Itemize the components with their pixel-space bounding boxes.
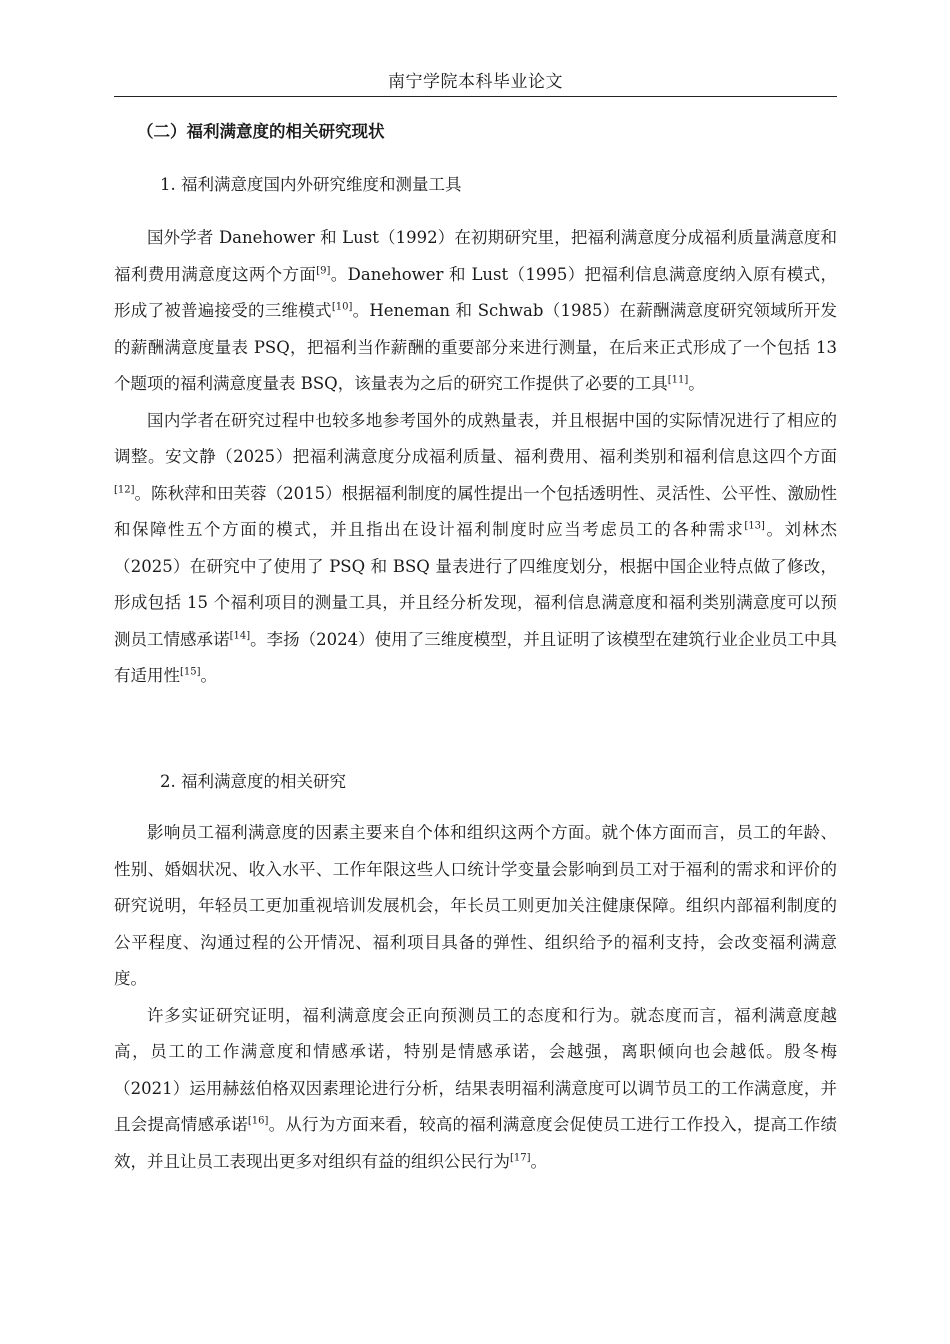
text-run: 许多实证研究证明，福利满意度会正向预测员工的态度和行为。就态度而言，福利满意度越高，员工的工作满意度和情感承诺，特别是情感承诺，会越强，离职倾向也会越低。殷冬梅（2021）运用赫兹伯格双因素理论进行分析，结果表明福利满意度可以调节员工的工作满意度，并且会提高情感承诺 bbox=[114, 1005, 837, 1134]
subsection-1-body bbox=[114, 220, 837, 695]
citation-ref: [9] bbox=[316, 265, 331, 276]
text-run: 。 bbox=[530, 1151, 548, 1171]
text-run: 。 bbox=[200, 666, 218, 685]
citation-ref: [12] bbox=[114, 484, 135, 495]
paragraph bbox=[114, 220, 837, 403]
text-run: 。刘林杰（2025）在研究中了使用了 PSQ 和 BSQ 量表进行了四维度划分，根据中国企业特点做了修改，形成包括 15 个福利项目的测量工具，并且经分析发现，福利信息满意度和福利类别满意度可以预测员工情感承诺 bbox=[114, 520, 838, 649]
text-run: 。Danehower 和 Lust（1995）把福利信息满意度纳入原有模式，形成了被普遍接受的三维模式 bbox=[114, 264, 838, 320]
text-run: 。李扬（2024）使用了三维度模型，并且证明了该模型在建筑行业企业员工中具有适用性 bbox=[114, 629, 838, 685]
text-run: 。Heneman 和 Schwab（1985）在薪酬满意度研究领域所开发的薪酬满意度量表 PSQ，把福利当作薪酬的重要部分来进行测量，在后来正式形成了一个包括 13 个题项的福利满意度量表 BSQ，该量表为之后的研究工作提供了必要的工具 bbox=[114, 301, 838, 393]
subsection-1-heading: 1. 福利满意度国内外研究维度和测量工具 bbox=[160, 175, 462, 194]
citation-ref: [15] bbox=[180, 666, 201, 678]
subsection-2-heading: 2. 福利满意度的相关研究 bbox=[160, 772, 346, 791]
paragraph bbox=[114, 998, 837, 1181]
text-run: 。从行为方面来看，较高的福利满意度会促使员工进行工作投入，提高工作绩效，并且让员工表现出更多对组织有益的组织公民行为 bbox=[114, 1115, 838, 1171]
citation-ref: [14] bbox=[229, 630, 251, 641]
citation-ref: [16] bbox=[247, 1115, 269, 1127]
paragraph bbox=[114, 403, 837, 695]
text-run: 影响员工福利满意度的因素主要来自个体和组织这两个方面。就个体方面而言，员工的年龄、性别、婚姻状况、收入水平、工作年限这些人口统计学变量会影响到员工对于福利的需求和评价的研究说明，年轻员工更加重视培训发展机会，年长员工则更加关注健康保障。组织内部福利制度的公平程度、沟通过程的公开情况、福利项目具备的弹性、组织给予的福利支持，会改变福利满意度。 bbox=[114, 823, 837, 988]
citation-ref: [10] bbox=[331, 301, 353, 313]
section-heading: （二）福利满意度的相关研究现状 bbox=[137, 122, 385, 141]
text-run: 。 bbox=[688, 374, 705, 393]
citation-ref: [17] bbox=[510, 1152, 531, 1163]
running-header: 南宁学院本科毕业论文 bbox=[388, 72, 563, 92]
citation-ref: [11] bbox=[667, 374, 689, 386]
text-run: 国外学者 Danehower 和 Lust（1992）在初期研究里，把福利满意度分成福利质量满意度和福利费用满意度这两个方面 bbox=[114, 228, 837, 284]
text-run: 国内学者在研究过程中也较多地参考国外的成熟量表，并且根据中国的实际情况进行了相应的调整。安文静（2025）把福利满意度分成福利质量、福利费用、福利类别和福利信息这四个方面 bbox=[114, 410, 837, 466]
citation-ref: [13] bbox=[744, 520, 765, 532]
header-rule bbox=[114, 96, 837, 97]
text-run: 。陈秋萍和田芙蓉（2015）根据福利制度的属性提出一个包括透明性、灵活性、公平性、激励性和保障性五个方面的模式，并且指出在设计福利制度时应当考虑员工的各种需求 bbox=[114, 483, 837, 539]
paragraph bbox=[114, 815, 837, 998]
subsection-2-body bbox=[114, 815, 837, 1180]
